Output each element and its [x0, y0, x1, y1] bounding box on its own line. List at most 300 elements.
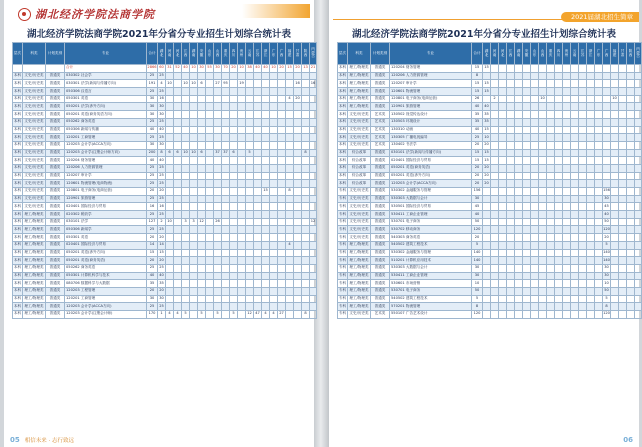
- table-cell: 530702 移动商务: [390, 226, 472, 234]
- table-cell: [182, 257, 190, 265]
- table-cell: 050201 英语(商务英语): [390, 164, 472, 172]
- table-cell: [507, 211, 515, 219]
- table-cell: [627, 226, 635, 234]
- table-cell: [547, 287, 555, 295]
- table-cell: 120203 工程管理: [65, 287, 147, 295]
- table-cell: [555, 218, 563, 226]
- table-cell: [547, 203, 555, 211]
- table-cell: 文史/历史类: [23, 111, 46, 119]
- table-cell: [531, 264, 539, 272]
- table-cell: 30: [472, 272, 483, 280]
- table-cell: 理工/物理类: [348, 264, 371, 272]
- column-header: 四川: [230, 43, 238, 65]
- table-cell: 120204 财务管理: [65, 157, 147, 165]
- table-cell: [222, 172, 230, 180]
- table-cell: [222, 241, 230, 249]
- table-cell: [491, 111, 499, 119]
- table-cell: [523, 234, 531, 242]
- table-cell: [310, 195, 317, 203]
- table-cell: [262, 111, 270, 119]
- table-cell: 综合改革: [348, 157, 371, 165]
- table-cell: [619, 280, 627, 288]
- table-cell: [182, 234, 190, 242]
- table-cell: [555, 172, 563, 180]
- column-header: 福建: [611, 43, 619, 65]
- table-cell: [539, 149, 547, 157]
- table-cell: [198, 95, 206, 103]
- table-cell: [595, 180, 603, 188]
- table-cell: [483, 272, 491, 280]
- table-cell: [230, 287, 238, 295]
- table-cell: [214, 111, 222, 119]
- table-cell: 5: [472, 295, 483, 303]
- table-cell: [523, 287, 531, 295]
- table-cell: [302, 280, 310, 288]
- table-cell: 本科: [13, 264, 23, 272]
- table-cell: [571, 172, 579, 180]
- table-cell: 95: [222, 80, 230, 88]
- table-cell: 文史/历史类: [23, 180, 46, 188]
- table-cell: [222, 303, 230, 311]
- table-cell: 理工/物理类: [348, 295, 371, 303]
- table-cell: [595, 188, 603, 196]
- table-cell: [302, 226, 310, 234]
- table-cell: 25: [147, 211, 158, 219]
- table-cell: [238, 280, 246, 288]
- table-cell: 普通类: [46, 218, 65, 226]
- table-cell: 文史/历史类: [348, 141, 371, 149]
- table-cell: [190, 203, 198, 211]
- table-cell: 理工/物理类: [23, 211, 46, 219]
- table-cell: [491, 303, 499, 311]
- column-header: 湖北: [158, 43, 166, 65]
- table-cell: 25: [147, 303, 158, 311]
- table-cell: [619, 203, 627, 211]
- table-cell: [302, 126, 310, 134]
- table-row: [338, 249, 642, 257]
- table-cell: [507, 164, 515, 172]
- table-cell: [182, 95, 190, 103]
- table-cell: 专科: [338, 264, 348, 272]
- table-cell: [206, 172, 214, 180]
- table-cell: [579, 264, 587, 272]
- table-cell: 10: [472, 280, 483, 288]
- table-cell: 30: [147, 295, 158, 303]
- table-row: [338, 264, 642, 272]
- table-cell: 15: [472, 80, 483, 88]
- table-cell: [302, 211, 310, 219]
- table-cell: [635, 80, 642, 88]
- table-cell: [238, 126, 246, 134]
- table-cell: [230, 295, 238, 303]
- table-cell: 4: [262, 311, 270, 319]
- table-cell: [214, 211, 222, 219]
- table-cell: [278, 272, 286, 280]
- table-cell: [206, 80, 214, 88]
- table-cell: [531, 149, 539, 157]
- table-cell: 30: [147, 103, 158, 111]
- table-cell: [198, 72, 206, 80]
- table-cell: [547, 218, 555, 226]
- table-cell: [587, 280, 595, 288]
- table-cell: [579, 180, 587, 188]
- table-cell: [206, 287, 214, 295]
- table-cell: [611, 211, 619, 219]
- table-cell: 综合改革: [348, 180, 371, 188]
- table-cell: 本科: [13, 211, 23, 219]
- table-cell: [214, 203, 222, 211]
- table-cell: 40: [483, 103, 491, 111]
- table-cell: [182, 157, 190, 165]
- table-cell: [270, 234, 278, 242]
- table-cell: 191: [147, 80, 158, 88]
- table-cell: [523, 157, 531, 165]
- table-cell: [214, 257, 222, 265]
- table-cell: [278, 72, 286, 80]
- table-cell: [254, 180, 262, 188]
- logo-text: 湖北经济学院法商学院: [35, 8, 155, 21]
- table-cell: [222, 257, 230, 265]
- table-cell: 120801 电子商务(电商运营): [390, 95, 472, 103]
- table-cell: [190, 264, 198, 272]
- table-cell: [507, 280, 515, 288]
- table-cell: [214, 180, 222, 188]
- table-cell: [174, 287, 182, 295]
- table-cell: [579, 95, 587, 103]
- table-cell: [174, 118, 182, 126]
- table-cell: [547, 311, 555, 319]
- table-cell: [246, 164, 254, 172]
- table-cell: [302, 249, 310, 257]
- column-header: 内蒙古: [635, 43, 642, 65]
- table-cell: [523, 303, 531, 311]
- table-cell: [555, 211, 563, 219]
- table-cell: [507, 72, 515, 80]
- table-cell: 普通类: [371, 149, 390, 157]
- table-cell: 3: [182, 218, 190, 226]
- table-cell: [198, 172, 206, 180]
- table-cell: 16: [294, 80, 302, 88]
- table-cell: 普通类: [371, 287, 390, 295]
- table-cell: [214, 103, 222, 111]
- table-row: [13, 172, 317, 180]
- table-cell: [190, 118, 198, 126]
- table-cell: [491, 203, 499, 211]
- table-cell: [278, 234, 286, 242]
- table-cell: [302, 241, 310, 249]
- table-cell: 普通类: [46, 257, 65, 265]
- table-cell: 普通类: [46, 80, 65, 88]
- table-cell: [627, 287, 635, 295]
- column-header: 专业: [390, 43, 472, 65]
- table-cell: 530302 金融服务与管理: [390, 188, 472, 196]
- table-cell: [555, 111, 563, 119]
- table-cell: [595, 88, 603, 96]
- page-number: 05: [10, 436, 20, 444]
- table-cell: [214, 118, 222, 126]
- table-cell: [286, 226, 294, 234]
- column-header: 科类: [23, 43, 46, 65]
- table-cell: [270, 172, 278, 180]
- table-cell: [270, 118, 278, 126]
- table-cell: [563, 264, 571, 272]
- table-cell: [286, 211, 294, 219]
- table-cell: 6: [198, 80, 206, 88]
- table-row: [338, 203, 642, 211]
- table-cell: 25: [158, 172, 166, 180]
- table-row: [13, 80, 317, 88]
- table-cell: [499, 164, 507, 172]
- table-cell: [238, 234, 246, 242]
- table-cell: 理工/物理类: [348, 287, 371, 295]
- table-cell: [238, 95, 246, 103]
- column-header: 重庆: [547, 43, 555, 65]
- table-cell: 艺术类: [371, 118, 390, 126]
- table-cell: 30: [472, 264, 483, 272]
- table-cell: [587, 287, 595, 295]
- table-cell: [515, 311, 523, 319]
- column-header: 江苏: [254, 43, 262, 65]
- table-cell: [515, 149, 523, 157]
- table-cell: [222, 287, 230, 295]
- table-cell: [635, 257, 642, 265]
- table-cell: [555, 195, 563, 203]
- table-cell: [555, 157, 563, 165]
- table-cell: [627, 72, 635, 80]
- table-cell: [262, 103, 270, 111]
- table-cell: [587, 272, 595, 280]
- table-cell: [238, 287, 246, 295]
- table-cell: [214, 303, 222, 311]
- table-cell: [286, 311, 294, 319]
- table-cell: [310, 249, 317, 257]
- table-cell: [206, 203, 214, 211]
- table-cell: [294, 103, 302, 111]
- table-cell: 理工/物理类: [348, 280, 371, 288]
- table-cell: 40: [472, 126, 483, 134]
- table-cell: [198, 188, 206, 196]
- table-cell: [294, 88, 302, 96]
- table-cell: [246, 303, 254, 311]
- column-header: 浙江: [587, 43, 595, 65]
- table-cell: 4: [166, 311, 174, 319]
- table-cell: [246, 257, 254, 265]
- table-cell: [491, 134, 499, 142]
- table-cell: [531, 234, 539, 242]
- table-cell: [230, 264, 238, 272]
- table-cell: 文史/历史类: [23, 134, 46, 142]
- table-cell: [198, 88, 206, 96]
- brochure-strip: [333, 12, 639, 22]
- table-cell: 10: [539, 95, 547, 103]
- table-cell: [531, 88, 539, 96]
- table-cell: [174, 241, 182, 249]
- column-header: 广西: [278, 43, 286, 65]
- table-cell: 25: [147, 195, 158, 203]
- table-cell: [547, 257, 555, 265]
- table-cell: [499, 280, 507, 288]
- table-cell: [555, 103, 563, 111]
- table-cell: 普通类: [46, 172, 65, 180]
- table-cell: 120: [472, 311, 483, 319]
- table-cell: [278, 295, 286, 303]
- table-cell: 120: [472, 226, 483, 234]
- table-cell: [635, 149, 642, 157]
- table-cell: [587, 311, 595, 319]
- table-cell: 25: [147, 164, 158, 172]
- table-cell: [611, 234, 619, 242]
- table-cell: 30: [214, 65, 222, 73]
- table-cell: [222, 203, 230, 211]
- table-row: [13, 280, 317, 288]
- table-cell: 文史/历史类: [348, 226, 371, 234]
- table-cell: [507, 141, 515, 149]
- table-cell: [238, 195, 246, 203]
- table-cell: [270, 203, 278, 211]
- table-cell: [571, 287, 579, 295]
- table-row: [338, 303, 642, 311]
- table-cell: [286, 141, 294, 149]
- table-cell: [190, 241, 198, 249]
- table-cell: [246, 118, 254, 126]
- table-cell: [254, 234, 262, 242]
- table-cell: 理工/物理类: [23, 272, 46, 280]
- table-cell: 2: [158, 218, 166, 226]
- table-cell: 30: [603, 195, 611, 203]
- table-cell: 510201 计算机应用技术: [390, 257, 472, 265]
- table-cell: [507, 172, 515, 180]
- table-cell: [483, 295, 491, 303]
- table-cell: 35: [472, 111, 483, 119]
- table-cell: [294, 226, 302, 234]
- table-cell: 20: [472, 234, 483, 242]
- table-cell: [270, 157, 278, 165]
- table-cell: [246, 249, 254, 257]
- table-cell: [286, 134, 294, 142]
- table-cell: [166, 95, 174, 103]
- table-cell: 20: [472, 141, 483, 149]
- table-cell: [262, 249, 270, 257]
- table-cell: [507, 118, 515, 126]
- table-cell: 70: [222, 65, 230, 73]
- table-cell: [206, 249, 214, 257]
- table-cell: [563, 272, 571, 280]
- table-cell: 文史/历史类: [23, 118, 46, 126]
- table-cell: [579, 134, 587, 142]
- table-cell: [230, 241, 238, 249]
- table-cell: 1: [158, 311, 166, 319]
- table-cell: [595, 241, 603, 249]
- table-cell: [278, 118, 286, 126]
- table-cell: [294, 280, 302, 288]
- table-row: [13, 188, 317, 196]
- table-cell: [555, 287, 563, 295]
- table-cell: [547, 280, 555, 288]
- table-cell: [595, 280, 603, 288]
- table-cell: 文史/历史类: [23, 195, 46, 203]
- table-cell: 15: [147, 249, 158, 257]
- table-cell: [507, 80, 515, 88]
- table-cell: [230, 180, 238, 188]
- table-cell: [515, 241, 523, 249]
- table-cell: [627, 272, 635, 280]
- table-cell: [515, 126, 523, 134]
- table-cell: 专科: [338, 295, 348, 303]
- table-cell: 20: [294, 65, 302, 73]
- table-row: [338, 287, 642, 295]
- table-cell: [571, 157, 579, 165]
- table-cell: [483, 203, 491, 211]
- table-cell: [230, 95, 238, 103]
- table-cell: [302, 264, 310, 272]
- table-cell: 理工/物理类: [348, 249, 371, 257]
- table-cell: [595, 172, 603, 180]
- table-cell: [539, 157, 547, 165]
- table-cell: [555, 65, 563, 73]
- table-cell: 普通类: [371, 157, 390, 165]
- table-cell: [555, 249, 563, 257]
- table-cell: [523, 72, 531, 80]
- table-cell: 40: [472, 211, 483, 219]
- table-cell: 本科: [13, 157, 23, 165]
- table-cell: [595, 126, 603, 134]
- table-cell: 38: [246, 65, 254, 73]
- table-cell: [222, 164, 230, 172]
- table-cell: [587, 164, 595, 172]
- table-cell: 530701 电子商务: [390, 287, 472, 295]
- table-cell: [531, 157, 539, 165]
- table-cell: 普通类: [371, 72, 390, 80]
- table-cell: 理工/物理类: [348, 257, 371, 265]
- table-cell: 2: [491, 95, 499, 103]
- table-row: [338, 272, 642, 280]
- table-cell: [507, 287, 515, 295]
- table-cell: [563, 65, 571, 73]
- table-cell: [198, 111, 206, 119]
- table-cell: [238, 264, 246, 272]
- table-row: [338, 172, 642, 180]
- table-cell: [166, 280, 174, 288]
- table-cell: [571, 126, 579, 134]
- table-cell: [627, 111, 635, 119]
- table-cell: 本科: [338, 95, 348, 103]
- table-cell: [499, 134, 507, 142]
- table-cell: [310, 303, 317, 311]
- table-cell: 25: [158, 264, 166, 272]
- table-cell: 普通类: [46, 88, 65, 96]
- table-cell: [595, 65, 603, 73]
- table-cell: [310, 226, 317, 234]
- table-cell: [166, 180, 174, 188]
- table-cell: [499, 65, 507, 73]
- table-cell: [294, 188, 302, 196]
- table-cell: [539, 188, 547, 196]
- table-row: [338, 188, 642, 196]
- table-cell: [627, 241, 635, 249]
- table-cell: [254, 141, 262, 149]
- table-cell: 6: [198, 149, 206, 157]
- table-cell: [270, 241, 278, 249]
- table-cell: 理工/物理类: [23, 287, 46, 295]
- table-cell: [166, 126, 174, 134]
- table-cell: [611, 188, 619, 196]
- table-cell: [286, 249, 294, 257]
- table-cell: [611, 126, 619, 134]
- table-cell: [627, 257, 635, 265]
- table-cell: [254, 134, 262, 142]
- table-cell: [483, 264, 491, 272]
- table-cell: [619, 241, 627, 249]
